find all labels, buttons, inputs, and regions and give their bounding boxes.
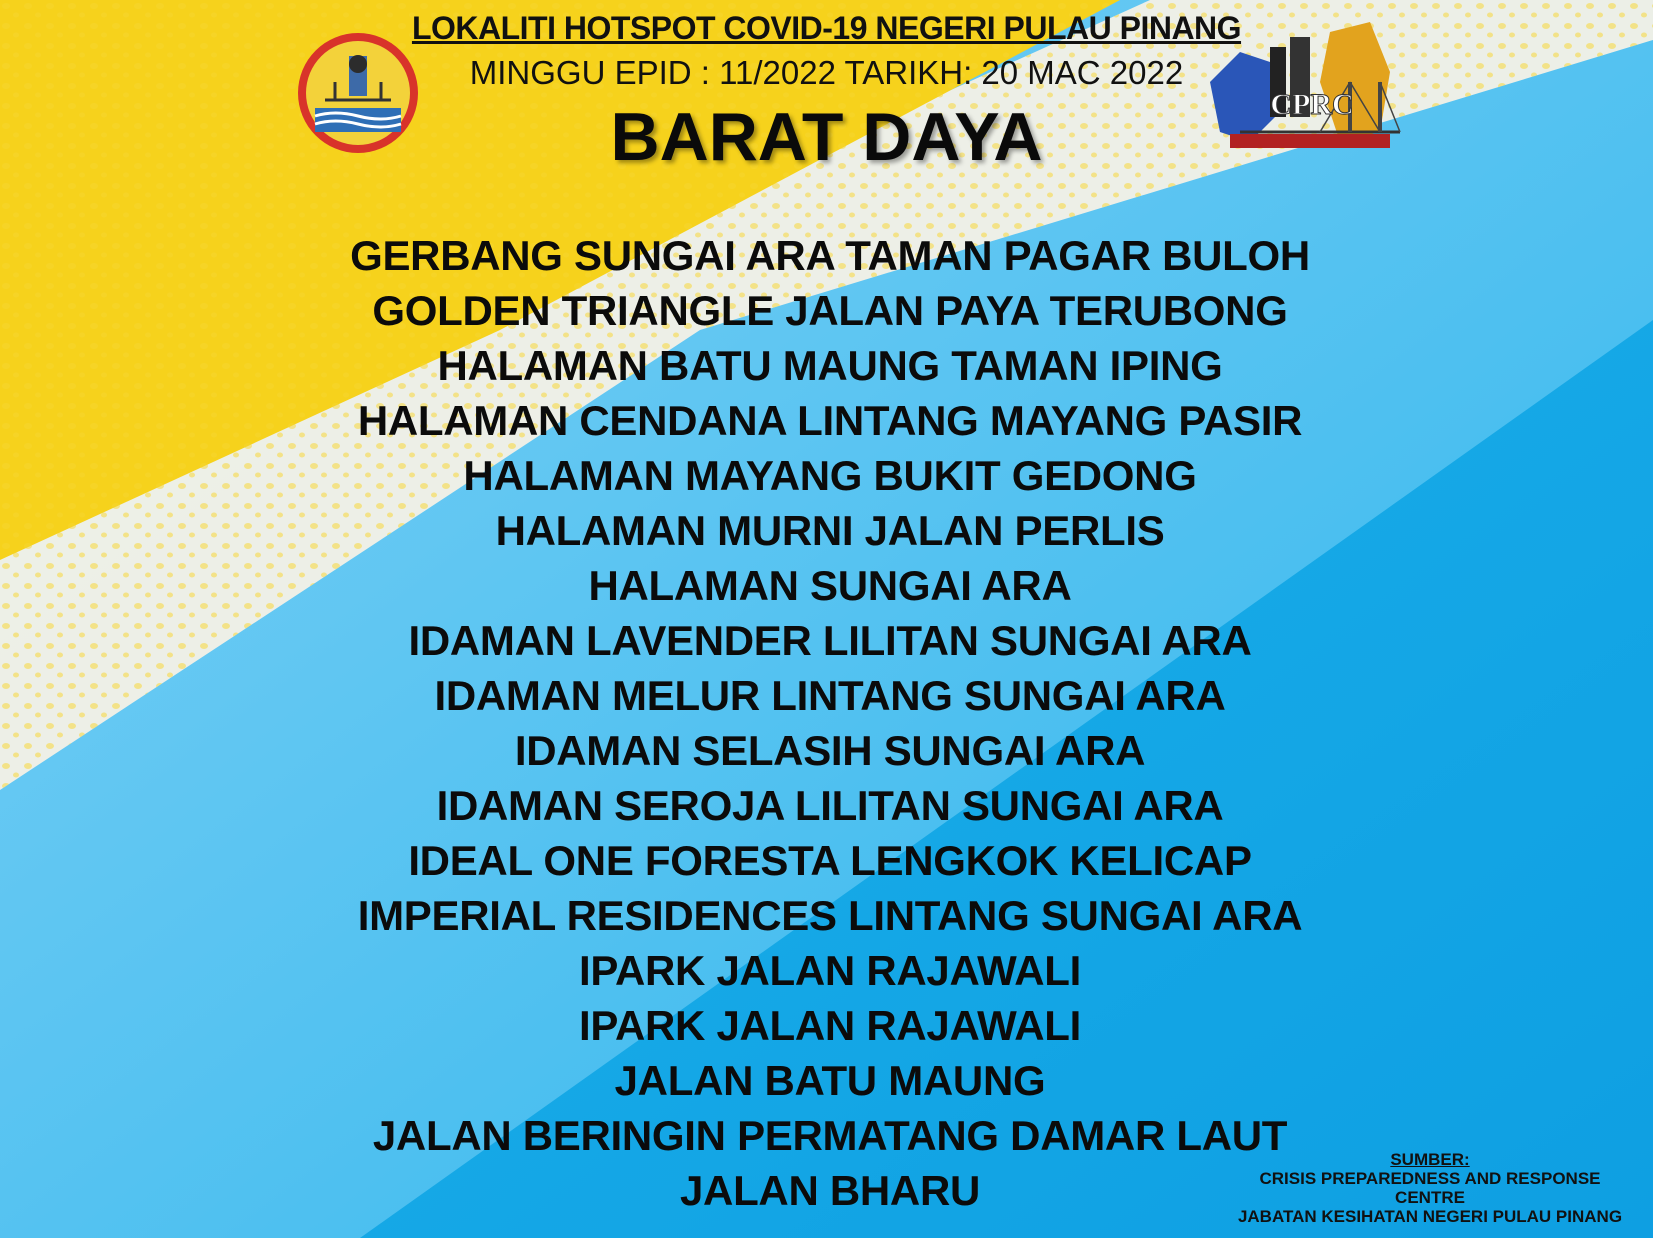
list-item: HALAMAN BATU MAUNG TAMAN IPING: [437, 342, 1223, 389]
source-label: SUMBER:: [1390, 1150, 1470, 1169]
list-item: HALAMAN MAYANG BUKIT GEDONG: [463, 452, 1197, 499]
list-item: HALAMAN MURNI JALAN PERLIS: [495, 507, 1165, 554]
list-item: IDAMAN SELASIH SUNGAI ARA: [514, 727, 1146, 774]
locality-list: [330, 228, 1330, 1218]
epid-week-date: MINGGU EPID : 11/2022 TARIKH: 20 MAC 2022: [469, 54, 1184, 91]
list-item: IPARK JALAN RAJAWALI: [579, 1002, 1081, 1049]
list-item: JALAN BATU MAUNG: [614, 1057, 1046, 1104]
list-item: JALAN BHARU: [679, 1167, 981, 1214]
list-item: IMPERIAL RESIDENCES LINTANG SUNGAI ARA: [357, 892, 1303, 939]
list-item: IDAMAN MELUR LINTANG SUNGAI ARA: [434, 672, 1226, 719]
district-name: BARAT DAYA: [610, 99, 1043, 175]
list-item: GOLDEN TRIANGLE JALAN PAYA TERUBONG: [372, 287, 1288, 334]
source-line: CENTRE: [1395, 1188, 1465, 1207]
source-line: CRISIS PREPAREDNESS AND RESPONSE: [1259, 1169, 1601, 1188]
list-item: JALAN BERINGIN PERMATANG DAMAR LAUT: [372, 1112, 1288, 1159]
source-credit: [1225, 1150, 1635, 1226]
list-item: IPARK JALAN RAJAWALI: [579, 947, 1081, 994]
source-line: JABATAN KESIHATAN NEGERI PULAU PINANG: [1237, 1207, 1623, 1226]
cprc-logo-text: CPRC: [1270, 88, 1354, 121]
list-item: HALAMAN CENDANA LINTANG MAYANG PASIR: [357, 397, 1303, 444]
list-item: IDAMAN LAVENDER LILITAN SUNGAI ARA: [408, 617, 1252, 664]
list-item: IDAMAN SEROJA LILITAN SUNGAI ARA: [436, 782, 1224, 829]
list-item: IDEAL ONE FORESTA LENGKOK KELICAP: [408, 837, 1252, 884]
list-item: HALAMAN SUNGAI ARA: [588, 562, 1072, 609]
page-title: LOKALITI HOTSPOT COVID-19 NEGERI PULAU PINANG: [411, 10, 1242, 46]
list-item: GERBANG SUNGAI ARA TAMAN PAGAR BULOH: [350, 232, 1310, 279]
